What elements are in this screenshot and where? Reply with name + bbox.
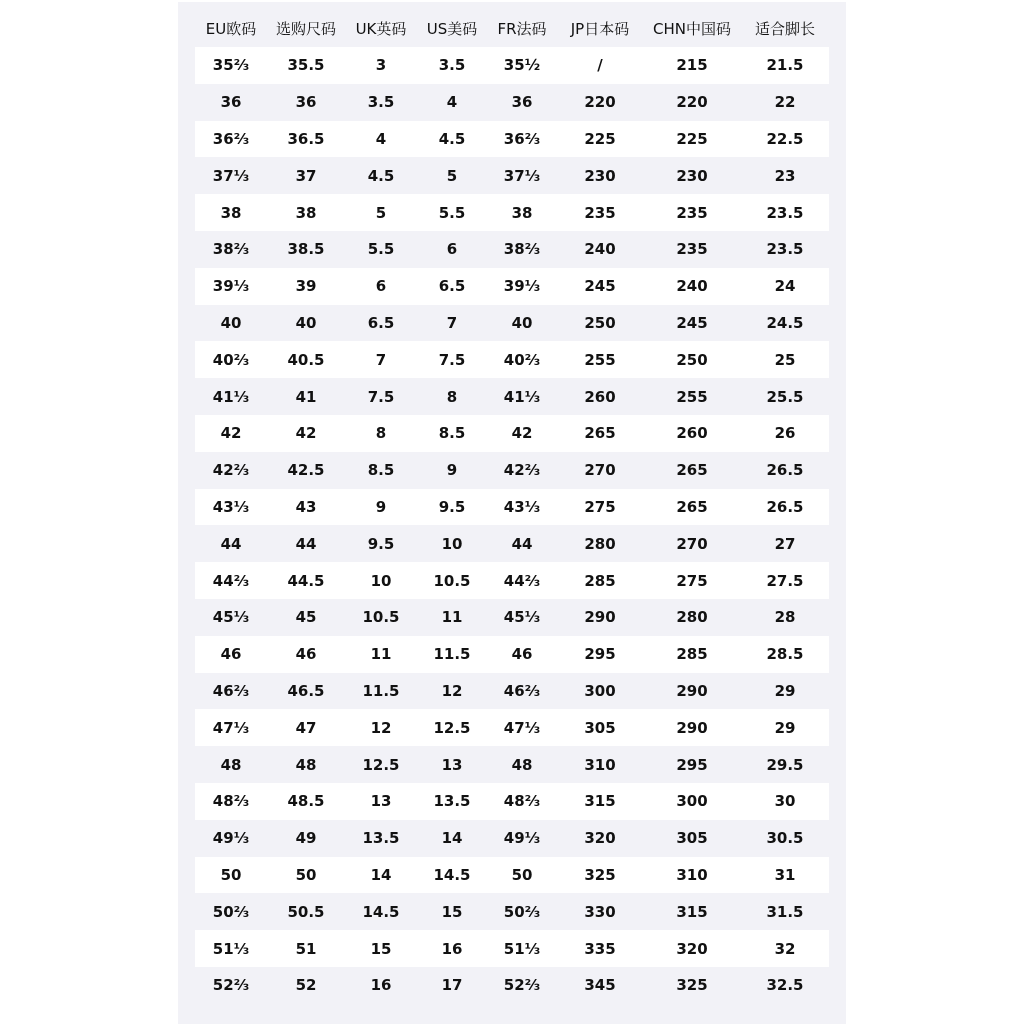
cell-uk: 15 [345,930,417,967]
cell-jp: 275 [557,489,643,526]
cell-uk: 12.5 [345,746,417,783]
cell-us: 9 [417,452,487,489]
cell-chn: 245 [643,305,741,342]
cell-uk: 6 [345,268,417,305]
cell-chn: 285 [643,636,741,673]
cell-eu: 51⅓ [195,930,267,967]
cell-chn: 260 [643,415,741,452]
cell-uk: 4 [345,121,417,158]
cell-fr: 47⅓ [487,709,557,746]
cell-us: 4 [417,84,487,121]
cell-foot-length: 27 [741,525,829,562]
size-chart-body [195,47,829,1004]
cell-us: 4.5 [417,121,487,158]
cell-uk: 8 [345,415,417,452]
cell-chn: 255 [643,378,741,415]
cell-selected-size: 44.5 [267,562,345,599]
cell-jp: 220 [557,84,643,121]
cell-selected-size: 43 [267,489,345,526]
cell-selected-size: 48 [267,746,345,783]
cell-selected-size: 36 [267,84,345,121]
cell-jp: 265 [557,415,643,452]
cell-eu: 42 [195,415,267,452]
size-chart-header [195,10,829,47]
cell-foot-length: 28.5 [741,636,829,673]
cell-eu: 42⅔ [195,452,267,489]
cell-eu: 49⅓ [195,820,267,857]
cell-eu: 39⅓ [195,268,267,305]
cell-selected-size: 51 [267,930,345,967]
table-row [195,305,829,342]
cell-selected-size: 48.5 [267,783,345,820]
cell-eu: 44 [195,525,267,562]
cell-chn: 290 [643,673,741,710]
cell-jp: 295 [557,636,643,673]
cell-jp: 335 [557,930,643,967]
cell-jp: 310 [557,746,643,783]
cell-eu: 40⅔ [195,341,267,378]
cell-chn: 300 [643,783,741,820]
cell-jp: 330 [557,893,643,930]
cell-uk: 10 [345,562,417,599]
cell-uk: 6.5 [345,305,417,342]
cell-us: 14.5 [417,857,487,894]
cell-foot-length: 29.5 [741,746,829,783]
cell-us: 5 [417,157,487,194]
cell-jp: 325 [557,857,643,894]
cell-us: 8 [417,378,487,415]
cell-selected-size: 49 [267,820,345,857]
cell-fr: 49⅓ [487,820,557,857]
cell-eu: 45⅓ [195,599,267,636]
cell-foot-length: 24.5 [741,305,829,342]
cell-chn: 315 [643,893,741,930]
cell-fr: 45⅓ [487,599,557,636]
cell-uk: 5 [345,194,417,231]
cell-selected-size: 36.5 [267,121,345,158]
cell-selected-size: 41 [267,378,345,415]
cell-uk: 5.5 [345,231,417,268]
cell-eu: 41⅓ [195,378,267,415]
table-row [195,709,829,746]
cell-selected-size: 45 [267,599,345,636]
cell-foot-length: 29 [741,709,829,746]
table-row [195,47,829,84]
cell-jp: 270 [557,452,643,489]
cell-uk: 7.5 [345,378,417,415]
cell-chn: 215 [643,47,741,84]
cell-eu: 38⅔ [195,231,267,268]
cell-fr: 46 [487,636,557,673]
cell-chn: 320 [643,930,741,967]
cell-us: 12 [417,673,487,710]
cell-jp: 260 [557,378,643,415]
cell-us: 9.5 [417,489,487,526]
cell-jp: 315 [557,783,643,820]
cell-jp: 255 [557,341,643,378]
cell-eu: 52⅔ [195,967,267,1004]
cell-uk: 11.5 [345,673,417,710]
cell-selected-size: 40.5 [267,341,345,378]
cell-foot-length: 23.5 [741,194,829,231]
cell-us: 10.5 [417,562,487,599]
cell-fr: 42⅔ [487,452,557,489]
table-row [195,746,829,783]
cell-fr: 44 [487,525,557,562]
cell-us: 14 [417,820,487,857]
cell-jp: 280 [557,525,643,562]
cell-us: 12.5 [417,709,487,746]
cell-foot-length: 23.5 [741,231,829,268]
cell-jp: 290 [557,599,643,636]
cell-fr: 41⅓ [487,378,557,415]
cell-chn: 305 [643,820,741,857]
cell-eu: 40 [195,305,267,342]
cell-foot-length: 30.5 [741,820,829,857]
cell-selected-size: 50 [267,857,345,894]
cell-foot-length: 31.5 [741,893,829,930]
cell-jp: 345 [557,967,643,1004]
table-row [195,599,829,636]
cell-eu: 43⅓ [195,489,267,526]
table-row [195,378,829,415]
cell-chn: 265 [643,452,741,489]
table-row [195,157,829,194]
cell-uk: 11 [345,636,417,673]
table-row [195,231,829,268]
cell-foot-length: 21.5 [741,47,829,84]
table-row [195,967,829,1004]
cell-jp: / [557,47,643,84]
header-eu: EU欧码 [205,20,257,38]
cell-selected-size: 35.5 [267,47,345,84]
cell-eu: 46 [195,636,267,673]
cell-foot-length: 22.5 [741,121,829,158]
cell-eu: 50 [195,857,267,894]
cell-us: 6.5 [417,268,487,305]
cell-us: 13 [417,746,487,783]
cell-chn: 265 [643,489,741,526]
cell-foot-length: 24 [741,268,829,305]
cell-us: 5.5 [417,194,487,231]
cell-selected-size: 46 [267,636,345,673]
header-chn: CHN中国码 [653,20,731,38]
cell-foot-length: 26 [741,415,829,452]
cell-chn: 275 [643,562,741,599]
cell-uk: 3.5 [345,84,417,121]
cell-fr: 36⅔ [487,121,557,158]
cell-fr: 39⅓ [487,268,557,305]
cell-chn: 295 [643,746,741,783]
header-uk: UK英码 [355,20,407,38]
cell-uk: 14.5 [345,893,417,930]
cell-eu: 35⅔ [195,47,267,84]
cell-fr: 40⅔ [487,341,557,378]
table-row [195,194,829,231]
header-row [195,10,829,47]
cell-chn: 250 [643,341,741,378]
cell-fr: 48 [487,746,557,783]
cell-eu: 46⅔ [195,673,267,710]
cell-foot-length: 25 [741,341,829,378]
cell-fr: 43⅓ [487,489,557,526]
cell-us: 11 [417,599,487,636]
cell-chn: 225 [643,121,741,158]
cell-uk: 16 [345,967,417,1004]
cell-fr: 37⅓ [487,157,557,194]
cell-us: 15 [417,893,487,930]
cell-uk: 8.5 [345,452,417,489]
cell-jp: 305 [557,709,643,746]
cell-eu: 50⅔ [195,893,267,930]
cell-fr: 48⅔ [487,783,557,820]
cell-us: 10 [417,525,487,562]
cell-fr: 40 [487,305,557,342]
cell-jp: 285 [557,562,643,599]
cell-selected-size: 42 [267,415,345,452]
cell-fr: 46⅔ [487,673,557,710]
table-row [195,341,829,378]
cell-selected-size: 39 [267,268,345,305]
cell-eu: 47⅓ [195,709,267,746]
cell-fr: 50 [487,857,557,894]
cell-us: 6 [417,231,487,268]
cell-uk: 7 [345,341,417,378]
cell-foot-length: 28 [741,599,829,636]
cell-uk: 13.5 [345,820,417,857]
cell-selected-size: 42.5 [267,452,345,489]
cell-us: 7 [417,305,487,342]
header-selected-size: 选购尺码 [275,20,336,38]
cell-uk: 10.5 [345,599,417,636]
cell-chn: 325 [643,967,741,1004]
table-row [195,930,829,967]
cell-us: 3.5 [417,47,487,84]
cell-eu: 44⅔ [195,562,267,599]
table-row [195,452,829,489]
cell-chn: 240 [643,268,741,305]
cell-us: 16 [417,930,487,967]
cell-fr: 38 [487,194,557,231]
cell-selected-size: 40 [267,305,345,342]
cell-eu: 48 [195,746,267,783]
cell-foot-length: 26.5 [741,452,829,489]
cell-selected-size: 38 [267,194,345,231]
cell-fr: 38⅔ [487,231,557,268]
cell-eu: 36 [195,84,267,121]
cell-foot-length: 26.5 [741,489,829,526]
cell-fr: 36 [487,84,557,121]
cell-selected-size: 47 [267,709,345,746]
cell-jp: 320 [557,820,643,857]
cell-jp: 250 [557,305,643,342]
cell-fr: 51⅓ [487,930,557,967]
cell-jp: 230 [557,157,643,194]
cell-uk: 13 [345,783,417,820]
cell-eu: 37⅓ [195,157,267,194]
table-row [195,415,829,452]
table-row [195,636,829,673]
table-row [195,121,829,158]
cell-fr: 50⅔ [487,893,557,930]
cell-chn: 230 [643,157,741,194]
cell-selected-size: 50.5 [267,893,345,930]
header-fr: FR法码 [497,20,547,38]
cell-uk: 9.5 [345,525,417,562]
cell-selected-size: 38.5 [267,231,345,268]
cell-jp: 225 [557,121,643,158]
cell-chn: 235 [643,231,741,268]
cell-selected-size: 37 [267,157,345,194]
cell-foot-length: 23 [741,157,829,194]
table-row [195,820,829,857]
header-jp: JP日本码 [570,20,630,38]
table-row [195,268,829,305]
cell-foot-length: 32 [741,930,829,967]
cell-foot-length: 31 [741,857,829,894]
cell-chn: 290 [643,709,741,746]
cell-selected-size: 52 [267,967,345,1004]
cell-eu: 48⅔ [195,783,267,820]
cell-foot-length: 22 [741,84,829,121]
cell-foot-length: 25.5 [741,378,829,415]
cell-us: 11.5 [417,636,487,673]
cell-fr: 52⅔ [487,967,557,1004]
table-row [195,489,829,526]
cell-chn: 220 [643,84,741,121]
table-row [195,893,829,930]
cell-foot-length: 32.5 [741,967,829,1004]
cell-eu: 36⅔ [195,121,267,158]
cell-chn: 270 [643,525,741,562]
table-row [195,673,829,710]
cell-jp: 300 [557,673,643,710]
header-us: US美码 [426,20,478,38]
header-foot-length: 适合脚长 [754,20,815,38]
cell-uk: 9 [345,489,417,526]
table-row [195,783,829,820]
table-row [195,84,829,121]
cell-jp: 245 [557,268,643,305]
cell-fr: 42 [487,415,557,452]
cell-us: 13.5 [417,783,487,820]
cell-us: 17 [417,967,487,1004]
cell-chn: 310 [643,857,741,894]
cell-uk: 3 [345,47,417,84]
cell-uk: 4.5 [345,157,417,194]
table-row [195,857,829,894]
cell-foot-length: 27.5 [741,562,829,599]
table-row [195,562,829,599]
cell-fr: 35½ [487,47,557,84]
cell-jp: 235 [557,194,643,231]
table-row [195,525,829,562]
cell-uk: 12 [345,709,417,746]
cell-uk: 14 [345,857,417,894]
cell-foot-length: 30 [741,783,829,820]
cell-us: 8.5 [417,415,487,452]
cell-selected-size: 46.5 [267,673,345,710]
cell-fr: 44⅔ [487,562,557,599]
cell-foot-length: 29 [741,673,829,710]
cell-us: 7.5 [417,341,487,378]
size-chart-table [195,10,829,1004]
cell-jp: 240 [557,231,643,268]
cell-chn: 280 [643,599,741,636]
cell-selected-size: 44 [267,525,345,562]
cell-chn: 235 [643,194,741,231]
cell-eu: 38 [195,194,267,231]
